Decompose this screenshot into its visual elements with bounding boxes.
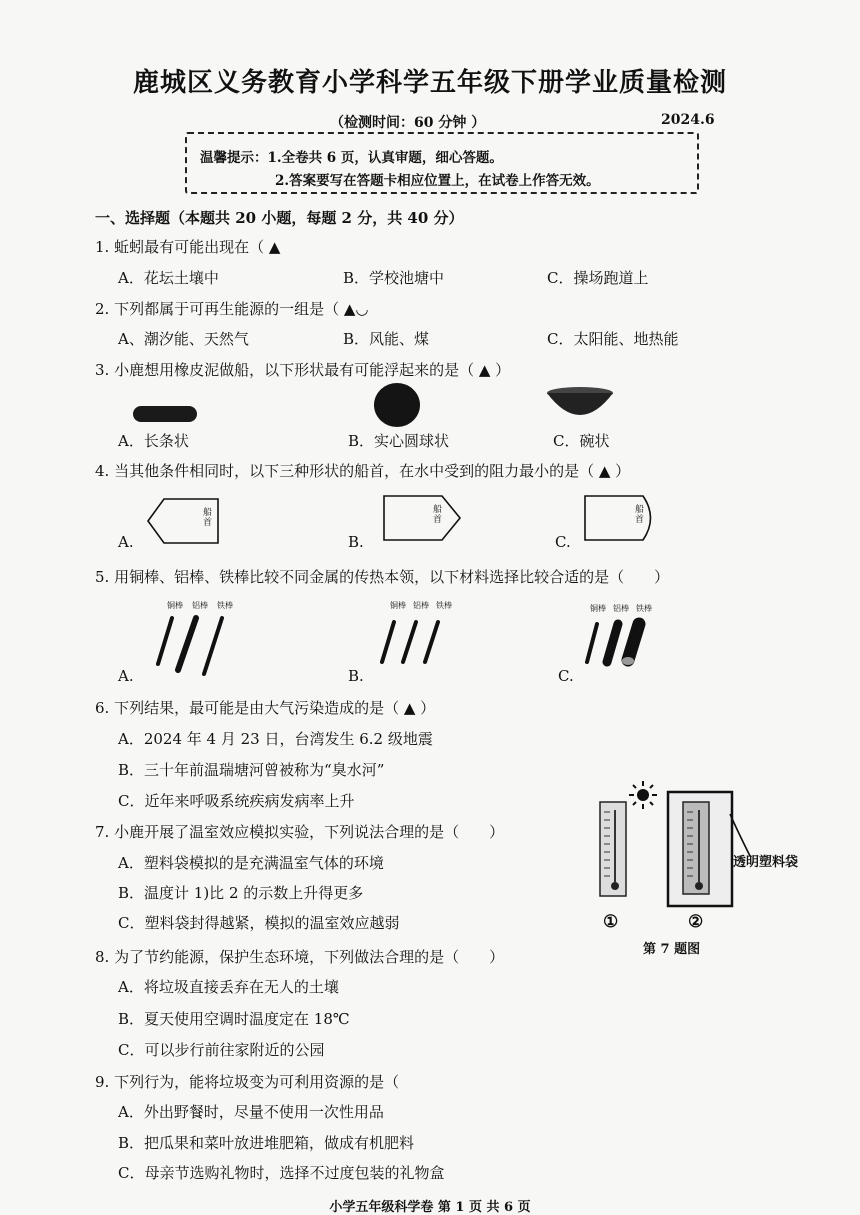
question-6-stem: 6. 下列结果，最可能是由大气污染造成的是（ ▲ ） bbox=[95, 699, 436, 717]
rod-label-copper: 铜棒 bbox=[590, 604, 606, 613]
sun-icon bbox=[628, 780, 658, 810]
question-8-stem: 8. 为了节约能源，保护生态环境，下列做法合理的是（ ） bbox=[95, 948, 505, 966]
question-7-stem: 7. 小鹿开展了温室效应模拟实验，下列说法合理的是（ ） bbox=[95, 823, 505, 841]
q8-option-a: A．将垃圾直接丢弃在无人的土壤 bbox=[118, 978, 339, 996]
q9-option-b: B．把瓜果和菜叶放进堆肥箱，做成有机肥料 bbox=[118, 1134, 415, 1152]
clay-ball-shape bbox=[370, 380, 430, 430]
rods-set-a bbox=[150, 612, 240, 677]
q7-option-a: A．塑料袋模拟的是充满温室气体的环境 bbox=[118, 854, 384, 872]
bow-shape-b bbox=[382, 494, 467, 544]
q9-option-c: C．母亲节选购礼物时，选择不过度包装的礼物盒 bbox=[118, 1164, 445, 1182]
q4-option-b: B. bbox=[348, 533, 364, 551]
bow-shape-c bbox=[583, 494, 663, 544]
q4-option-c: C. bbox=[555, 533, 571, 551]
question-1-stem: 1. 蚯蚓最有可能出现在（ ▲ bbox=[95, 238, 281, 256]
rod-label-aluminum: 铝棒 bbox=[613, 604, 629, 613]
q7-option-c: C．塑料袋封得越紧，模拟的温室效应越弱 bbox=[118, 914, 400, 932]
rods-set-b bbox=[372, 614, 452, 669]
q2-option-a: A、潮汐能、天然气 bbox=[118, 330, 249, 348]
question-9-stem: 9. 下列行为，能将垃圾变为可利用资源的是（ bbox=[95, 1073, 400, 1091]
question-5-stem: 5. 用铜棒、铝棒、铁棒比较不同金属的传热本领，以下材料选择比较合适的是（ ） bbox=[95, 568, 670, 586]
exam-date: 2024.6 bbox=[661, 112, 715, 128]
q1-option-b: B．学校池塘中 bbox=[343, 269, 445, 287]
bow-label-b: 船首 bbox=[433, 505, 443, 525]
plastic-bag-label: 透明塑料袋 bbox=[733, 855, 799, 870]
question-4-stem: 4. 当其他条件相同时，以下三种形状的船首，在水中受到的阻力最小的是（ ▲ ） bbox=[95, 462, 631, 480]
q7-option-b: B．温度计 1)比 2 的示数上升得更多 bbox=[118, 884, 364, 902]
q8-option-c: C．可以步行前往家附近的公园 bbox=[118, 1041, 325, 1059]
clay-bowl-shape bbox=[545, 385, 620, 425]
rod-label-copper: 铜棒 bbox=[167, 601, 183, 610]
rod-label-iron: 铁棒 bbox=[636, 604, 652, 613]
rod-label-aluminum: 铝棒 bbox=[413, 601, 429, 610]
clay-strip-shape bbox=[130, 400, 210, 430]
q1-option-a: A．花坛土壤中 bbox=[118, 269, 219, 287]
q1-option-c: C．操场跑道上 bbox=[547, 269, 649, 287]
rod-label-iron: 铁棒 bbox=[217, 601, 233, 610]
question-2-stem: 2. 下列都属于可再生能源的一组是（ ▲◡ bbox=[95, 300, 369, 318]
q2-option-b: B．风能、煤 bbox=[343, 330, 430, 348]
exam-duration: （检测时间：60 分钟 ） bbox=[330, 115, 486, 131]
rod-label-aluminum: 铝棒 bbox=[192, 601, 208, 610]
thermometer-1-label: ① bbox=[603, 912, 619, 932]
rods-set-c bbox=[575, 616, 660, 671]
rod-label-copper: 铜棒 bbox=[390, 601, 406, 610]
thermometer-1 bbox=[596, 800, 632, 900]
q3-option-a: A．长条状 bbox=[118, 432, 189, 450]
question-3-stem: 3. 小鹿想用橡皮泥做船，以下形状最有可能浮起来的是（ ▲ ） bbox=[95, 361, 511, 379]
thermometer-2-label: ② bbox=[688, 912, 704, 932]
q8-option-b: B．夏天使用空调时温度定在 18℃ bbox=[118, 1010, 350, 1028]
q5-option-c: C. bbox=[558, 667, 574, 685]
tip-line-1: 温馨提示：1.全卷共 6 页，认真审题，细心答题。 bbox=[200, 150, 503, 166]
tip-line-2: 2.答案要写在答题卡相应位置上，在试卷上作答无效。 bbox=[275, 173, 600, 189]
q4-option-a: A. bbox=[118, 533, 134, 551]
q9-option-a: A．外出野餐时，尽量不使用一次性用品 bbox=[118, 1103, 384, 1121]
q6-option-b: B．三十年前温瑞塘河曾被称为“臭水河” bbox=[118, 761, 385, 779]
q6-option-a: A．2024 年 4 月 23 日，台湾发生 6.2 级地震 bbox=[118, 730, 433, 748]
q3-option-b: B．实心圆球状 bbox=[348, 432, 450, 450]
q2-option-c: C．太阳能、地热能 bbox=[547, 330, 679, 348]
plastic-bag-enclosure bbox=[666, 790, 736, 910]
bow-shape-a bbox=[146, 497, 226, 547]
q5-option-a: A. bbox=[118, 667, 134, 685]
rod-label-iron: 铁棒 bbox=[436, 601, 452, 610]
bow-label-c: 船首 bbox=[635, 505, 645, 525]
page-title: 鹿城区义务教育小学科学五年级下册学业质量检测 bbox=[132, 68, 727, 98]
page-footer: 小学五年级科学卷 第 1 页 共 6 页 bbox=[329, 1200, 531, 1215]
figure-7-caption: 第 7 题图 bbox=[643, 942, 701, 957]
bow-label-a: 船首 bbox=[203, 508, 213, 528]
q6-option-c: C．近年来呼吸系统疾病发病率上升 bbox=[118, 792, 355, 810]
q3-option-c: C．碗状 bbox=[553, 432, 610, 450]
q5-option-b: B. bbox=[348, 667, 364, 685]
section-title: 一、选择题（本题共 20 小题，每题 2 分，共 40 分） bbox=[95, 209, 464, 227]
